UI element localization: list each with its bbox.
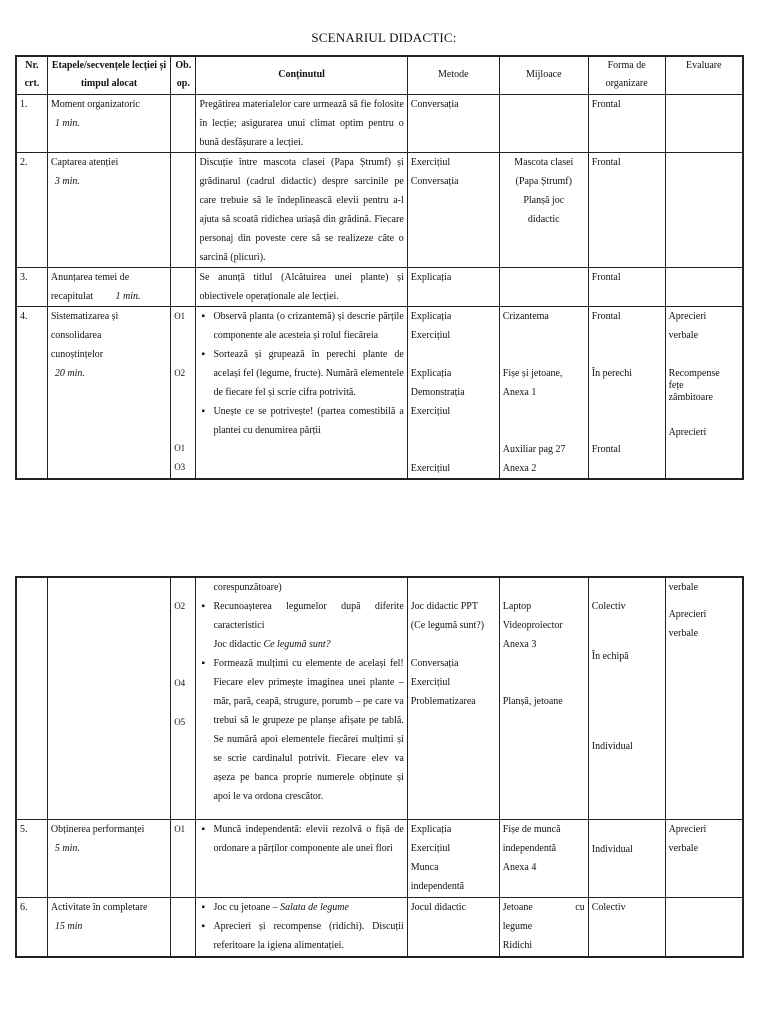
content-cell: Discuție între mascota clasei (Papa Ștrumf) și grădinarul (cadrul didactic) despre sarcinile pe care trebuie să le îndeplinească elevii pentru a-l ajuta să scoată ridichea uriașă din grădină. Fiecare personaj din poveste cere să se realizeze câte o sarcină (plicuri). <box>196 152 407 267</box>
stage-name: cunoștințelor <box>50 348 104 360</box>
activity-item: ▪ Observă planta (o crizantemă) și descrie părțile componente ale acesteia și rolul fiecăreia <box>199 307 403 345</box>
row-number <box>16 577 47 819</box>
table-row <box>16 577 743 819</box>
objective-cell <box>171 306 196 479</box>
objective-cell <box>171 577 196 819</box>
means-item: Anexa 2 <box>502 462 537 474</box>
stage-time: 5 min. <box>54 842 80 854</box>
objective-cell <box>171 267 196 306</box>
means-cell <box>499 152 588 267</box>
game-prefix: Joc cu jetoane – <box>213 901 278 913</box>
method-item: Exercițiul <box>410 842 451 854</box>
evaluation-item: fețe <box>668 379 684 391</box>
objective-code: O1 <box>174 310 186 321</box>
means-item: Fișe și jetoane, <box>502 367 563 379</box>
organization-cell: Frontal <box>588 267 665 306</box>
table-row <box>16 94 743 152</box>
table-row <box>16 819 743 897</box>
means-item: Planșă, jetoane <box>502 696 563 707</box>
evaluation-cell <box>665 94 743 152</box>
evaluation-item: verbale <box>668 329 699 341</box>
evaluation-item: Aprecieri <box>668 823 707 835</box>
content-cell: Se anunță titlul (Alcătuirea unei plante) și obiectivele operaționale ale lecției. <box>196 267 407 306</box>
evaluation-cell <box>665 152 743 267</box>
means-cell <box>499 577 588 819</box>
evaluation-cell <box>665 306 743 479</box>
method-item: Munca <box>410 861 439 873</box>
evaluation-item: verbale <box>668 628 699 639</box>
stage-time: 1 min. <box>115 290 141 302</box>
row-number: 2. <box>16 152 47 267</box>
table-row <box>16 267 743 306</box>
activity-item <box>199 898 403 917</box>
means-item: Mascota clasei <box>514 156 574 168</box>
means-item: (Papa Ștrumf) <box>515 175 572 187</box>
table-row <box>16 152 743 267</box>
method-item: Exercițiul <box>410 329 451 341</box>
methods-cell: Conversația <box>407 94 499 152</box>
method-item: Exercițiul <box>410 156 451 168</box>
method-item: Conversația <box>410 658 459 669</box>
evaluation-item: verbale <box>668 582 699 593</box>
stage-time: 20 min. <box>54 367 85 379</box>
means-item: Anexa 1 <box>502 386 537 398</box>
organization-item: Individual <box>591 843 633 855</box>
organization-cell <box>588 819 665 897</box>
means-item: Planșă joc <box>523 194 565 206</box>
method-item: Joc didactic PPT <box>410 601 478 612</box>
objective-code: O3 <box>174 461 186 472</box>
organization-item: Frontal <box>591 443 621 455</box>
header-content: Conținutul <box>196 56 407 94</box>
means-cell <box>499 94 588 152</box>
row-number: 5. <box>16 819 47 897</box>
evaluation-cell <box>665 819 743 897</box>
organization-item: În perechi <box>591 367 632 379</box>
activity-list <box>199 898 403 955</box>
evaluation-cell <box>665 897 743 957</box>
method-item: Exercițiul <box>410 677 451 688</box>
activity-item: ▪ Aprecieri și recompense (ridichi). Discuții referitoare la igiena alimentației. <box>199 917 403 955</box>
evaluation-item: zâmbitoare <box>668 391 713 403</box>
evaluation-item: Aprecieri <box>668 426 707 438</box>
activity-list <box>199 820 403 858</box>
method-item: Explicația <box>410 823 452 835</box>
stage-name: consolidarea <box>50 329 102 341</box>
stage-name: Obținerea performanței <box>50 823 145 835</box>
method-item: Explicația <box>410 310 452 322</box>
activity-item: ▪ Formează mulțimi cu elemente de același fel! Fiecare elev primește imaginea unei plante – măr, pară, ceapă, strugure, porumb – pe care va trebui să le grupeze pe planșe afișate pe tablă. Se numără apoi elementele fiecărei mulțimi și se scrie cardinalul potrivit. Fiecare elev va așeza pe banca proprie numerele obținute și apoi le va ordona crescător. <box>199 654 403 806</box>
means-item: Videoproiector <box>502 620 563 631</box>
method-item: (Ce legumă sunt?) <box>410 620 485 631</box>
activity-item: ▪ Sortează și grupează în perechi plante de același fel (legume, fructe). Numără elementele de fiecare fel și scrie cifra potrivită. <box>199 345 403 402</box>
evaluation-item: Aprecieri <box>668 609 707 620</box>
header-nr: Nr. crt. <box>16 56 47 94</box>
stage-cell <box>47 897 170 957</box>
methods-cell: Jocul didactic <box>407 897 499 957</box>
means-cell <box>499 267 588 306</box>
method-item: Demonstrația <box>410 386 465 398</box>
organization-item: Frontal <box>591 310 621 322</box>
methods-cell <box>407 577 499 819</box>
content-cell <box>196 819 407 897</box>
evaluation-cell <box>665 577 743 819</box>
activity-item: ▪ Muncă independentă: elevii rezolvă o fișă de ordonare a părților componente ale unei flori <box>199 820 403 858</box>
row-number: 4. <box>16 306 47 479</box>
methods-cell <box>407 152 499 267</box>
header-means: Mijloace <box>499 56 588 94</box>
stage-cell <box>47 819 170 897</box>
means-cell <box>499 897 588 957</box>
content-cell <box>196 897 407 957</box>
means-item: Anexa 4 <box>502 861 537 873</box>
methods-cell <box>407 819 499 897</box>
means-item: legume <box>502 920 533 932</box>
means-cell <box>499 306 588 479</box>
objective-code: O2 <box>174 601 186 611</box>
stage-name: Anunțarea temei de recapitulat <box>50 271 130 302</box>
means-item: Ridichi <box>502 939 533 951</box>
objective-code: O4 <box>174 678 186 688</box>
stage-cell <box>47 152 170 267</box>
objective-cell <box>171 94 196 152</box>
game-prefix: Joc didactic <box>213 639 261 650</box>
objective-code: O1 <box>174 442 186 453</box>
stage-cell <box>47 577 170 819</box>
stage-name: Activitate în completare <box>50 901 148 913</box>
content-cell <box>196 306 407 479</box>
evaluation-item: Aprecieri <box>668 310 707 322</box>
stage-name: Moment organizatoric <box>50 98 140 110</box>
method-item: Explicația <box>410 367 452 379</box>
header-methods: Metode <box>407 56 499 94</box>
objective-cell <box>171 152 196 267</box>
content-cell: Pregătirea materialelor care urmează să fie folosite în lecție; asigurarea unui climat optim pentru o bună desfășurare a lecției. <box>196 94 407 152</box>
means-item: Anexa 3 <box>502 639 537 650</box>
header-stages: Etapele/secvențele lecției și timpul alocat <box>47 56 170 94</box>
organization-cell: Frontal <box>588 94 665 152</box>
row-number: 6. <box>16 897 47 957</box>
methods-cell: Explicația <box>407 267 499 306</box>
means-item: Laptop <box>502 601 532 612</box>
methods-cell <box>407 306 499 479</box>
means-item: didactic <box>527 213 560 225</box>
method-item: Exercițiul <box>410 405 451 417</box>
table-row <box>16 306 743 479</box>
evaluation-item: Recompense <box>668 367 720 379</box>
evaluation-item: verbale <box>668 842 699 854</box>
activity-item <box>199 597 403 654</box>
game-title: Salata de legume <box>280 901 349 913</box>
evaluation-cell <box>665 267 743 306</box>
objective-cell <box>171 819 196 897</box>
objective-code: O1 <box>174 823 186 834</box>
stage-time: 15 min <box>54 920 83 932</box>
stage-name: Captarea atenției <box>50 156 119 168</box>
stage-cell <box>47 267 170 306</box>
header-row <box>16 56 743 94</box>
stage-name: Sistematizarea și <box>50 310 119 322</box>
organization-cell <box>588 577 665 819</box>
means-item: Crizantema <box>502 310 549 322</box>
table-row <box>16 897 743 957</box>
organization-cell <box>588 306 665 479</box>
means-cell <box>499 819 588 897</box>
stage-cell <box>47 94 170 152</box>
activity-item: ▪ Unește ce se potrivește! (partea comestibilă a plantei cu denumirea părții <box>199 402 403 440</box>
row-number: 1. <box>16 94 47 152</box>
stage-time: 1 min. <box>54 117 80 129</box>
header-objectives: Ob. op. <box>171 56 196 94</box>
row-number: 3. <box>16 267 47 306</box>
organization-cell: Colectiv <box>588 897 665 957</box>
organization-item: Colectiv <box>591 601 626 612</box>
activity-list <box>199 597 403 806</box>
method-item: independentă <box>410 880 465 892</box>
method-item: Conversația <box>410 175 459 187</box>
organization-cell: Frontal <box>588 152 665 267</box>
means-item: Jetoane cu <box>502 901 585 913</box>
method-item: Exercițiul <box>410 462 451 474</box>
content-continuation: corespunzătoare) <box>213 582 282 593</box>
organization-item: Individual <box>591 741 633 752</box>
means-item: Auxiliar pag 27 <box>502 443 566 455</box>
didactic-scenario-table-part2 <box>15 576 744 958</box>
objective-code: O2 <box>174 367 186 378</box>
document-title: SCENARIUL DIDACTIC: <box>311 30 457 45</box>
content-cell <box>196 577 407 819</box>
header-evaluation: Evaluare <box>665 56 743 94</box>
objective-code: O5 <box>174 717 186 727</box>
stage-cell <box>47 306 170 479</box>
didactic-scenario-table-part1 <box>15 55 744 480</box>
header-organization: Forma de organizare <box>588 56 665 94</box>
means-item: independentă <box>502 842 557 854</box>
objective-cell <box>171 897 196 957</box>
organization-item: În echipă <box>591 651 629 662</box>
activity-text: Recunoașterea legumelor după diferite caracteristici <box>213 601 404 631</box>
means-item: Fișe de muncă <box>502 823 561 835</box>
activity-list <box>199 307 403 440</box>
method-item: Problematizarea <box>410 696 476 707</box>
stage-time: 3 min. <box>54 175 80 187</box>
game-title: Ce legumă sunt? <box>263 639 331 650</box>
